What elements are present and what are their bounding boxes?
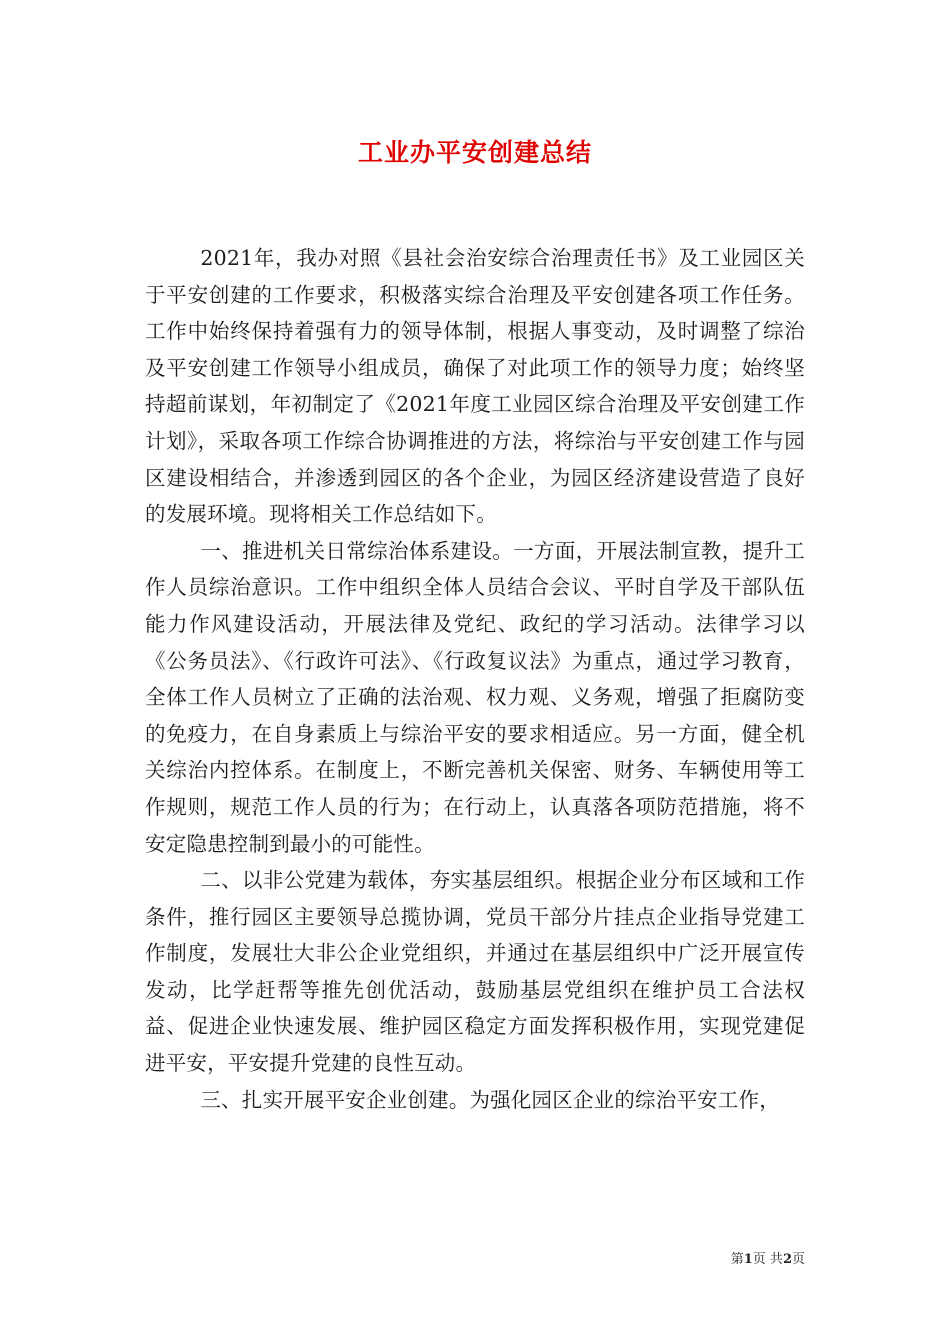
footer-total-pages: 2 (782, 1252, 792, 1267)
page-footer (731, 1248, 805, 1267)
document-body (145, 240, 805, 1118)
document-title: 工业办平安创建总结 (357, 138, 592, 167)
footer-suffix: 页 (791, 1252, 805, 1267)
footer-current-page: 1 (743, 1252, 753, 1267)
paragraph-section-2: 二、以非公党建为载体，夯实基层组织。根据企业分布区域和工作条件，推行园区主要领导总揽协调，党员干部分片挂点企业指导党建工作制度，发展壮大非公企业党组织，并通过在基层组织中广泛开展宣传发动，比学赶帮等推先创优活动，鼓励基层党组织在维护员工合法权益、促进企业快速发展、维护园区稳定方面发挥积极作用，实现党建促进平安，平安提升党建的良性互动。 (145, 868, 805, 1076)
paragraph-section-3: 三、扎实开展平安企业创建。为强化园区企业的综治平安工作， (200, 1087, 780, 1112)
footer-prefix: 第 (730, 1252, 744, 1267)
footer-middle: 页 共 (752, 1252, 783, 1267)
paragraph-section-1: 一、推进机关日常综治体系建设。一方面，开展法制宣教，提升工作人员综治意识。工作中组织全体人员结合会议、平时自学及干部队伍能力作风建设活动，开展法律及党纪、政纪的学习活动。法律学习以《公务员法》、《行政许可法》、《行政复议法》为重点，通过学习教育，全体工作人员树立了正确的法治观、权力观、义务观，增强了拒腐防变的免疫力，在自身素质上与综治平安的要求相适应。另一方面，健全机关综治内控体系。在制度上，不断完善机关保密、财务、车辆使用等工作规则，规范工作人员的行为；在行动上，认真落各项防范措施，将不安定隐患控制到最小的可能性。 (145, 538, 805, 856)
paragraph-intro: 2021年，我办对照《县社会治安综合治理责任书》及工业园区关于平安创建的工作要求，积极落实综合治理及平安创建各项工作任务。工作中始终保持着强有力的领导体制，根据人事变动，及时调整了综治及平安创建工作领导小组成员，确保了对此项工作的领导力度；始终坚持超前谋划，年初制定了《2021年度工业园区综合治理及平安创建工作计划》，采取各项工作综合协调推进的方法，将综治与平安创建工作与园区建设相结合，并渗透到园区的各个企业，为园区经济建设营造了良好的发展环境。现将相关工作总结如下。 (145, 246, 805, 527)
